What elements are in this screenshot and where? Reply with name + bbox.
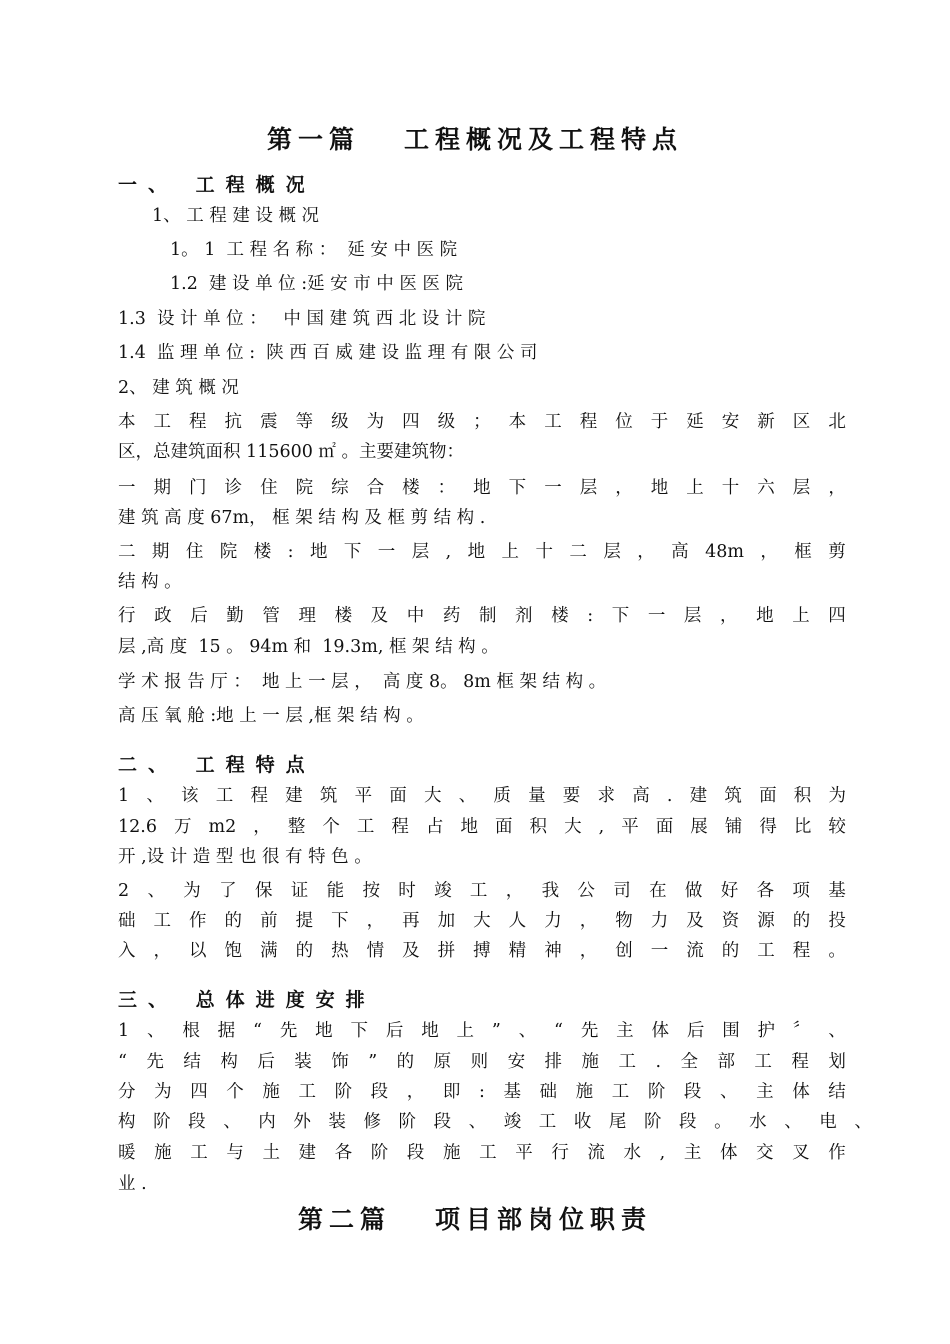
item-project-name: 1。 1 工 程 名 称 ： 延 安 中 医 院 xyxy=(170,240,458,260)
paragraph-line: 1 、 根 据 “ 先 地 下 后 地 上 ” 、 “ 先 主 体 后 围 护 〞 、 xyxy=(118,1021,846,1041)
paragraph-line: 行 政 后 勤 管 理 楼 及 中 药 制 剂 楼 : 下 一 层 ， 地 上 四 xyxy=(118,606,846,626)
item-supervision-unit: 1.4 监 理 单 位 : 陕 西 百 威 建 设 监 理 有 限 公 司 xyxy=(118,343,538,363)
section-heading-schedule: 三、 总体进度安排 xyxy=(118,989,376,1011)
subsection-construction-overview: 1、 工 程 建 设 概 况 xyxy=(152,206,320,226)
paragraph-line: 分 为 四 个 施 工 阶 段 ， 即 : 基 础 施 工 阶 段 、 主 体 结 xyxy=(118,1082,846,1102)
section-heading-features: 二、 工程特点 xyxy=(118,754,316,776)
paragraph-line: 区，总建筑面积 115600 ㎡ 。主要建筑物： xyxy=(118,442,464,462)
item-design-unit: 1.3 设 计 单 位 ： 中 国 建 筑 西 北 设 计 院 xyxy=(118,309,486,329)
paragraph-line: 构 阶 段 、 内 外 装 修 阶 段 、 竣 工 收 尾 阶 段 。 水 、 电 、 xyxy=(118,1112,872,1132)
paragraph-line: 12.6 万 m2 ， 整 个 工 程 占 地 面 积 大 , 平 面 展 铺 得 比 较 xyxy=(118,817,846,837)
paragraph-line: 业 . xyxy=(118,1174,147,1194)
paragraph-line: 学 术 报 告 厅 ： 地 上 一 层 ， 高 度 8。 8m 框 架 结 构 。 xyxy=(118,672,607,692)
section-heading-overview: 一、 工程概况 xyxy=(118,174,316,196)
paragraph-line: 础 工 作 的 前 提 下 ， 再 加 大 人 力 ， 物 力 及 资 源 的 投 xyxy=(118,911,846,931)
paragraph-line: 结 构 。 xyxy=(118,572,182,592)
paragraph-line: 2 、 为 了 保 证 能 按 时 竣 工 ， 我 公 司 在 做 好 各 项 基 xyxy=(118,881,846,901)
paragraph-line: 层 ,高 度 15 。 94m 和 19.3m, 框 架 结 构 。 xyxy=(118,637,499,657)
chapter-two-title: 第二篇 项目部岗位职责 xyxy=(297,1205,653,1234)
paragraph-line: 开 ,设 计 造 型 也 很 有 特 色 。 xyxy=(118,847,372,867)
item-owner-unit: 1.2 建 设 单 位 :延 安 市 中 医 医 院 xyxy=(170,274,463,294)
paragraph-line: “ 先 结 构 后 装 饰 ” 的 原 则 安 排 施 工 . 全 部 工 程 划 xyxy=(118,1052,846,1072)
paragraph-line: 二 期 住 院 楼 : 地 下 一 层 , 地 上 十 二 层 ， 高 48m ， 框 剪 xyxy=(118,542,846,562)
paragraph-line: 高 压 氧 舱 :地 上 一 层 ,框 架 结 构 。 xyxy=(118,706,424,726)
paragraph-line: 入 ， 以 饱 满 的 热 情 及 拼 搏 精 神 ， 创 一 流 的 工 程 。 xyxy=(118,941,846,961)
paragraph-line: 暖 施 工 与 土 建 各 阶 段 施 工 平 行 流 水 , 主 体 交 叉 作 xyxy=(118,1143,846,1163)
subsection-building-overview: 2、 建 筑 概 况 xyxy=(118,378,239,398)
paragraph-line: 本 工 程 抗 震 等 级 为 四 级 ； 本 工 程 位 于 延 安 新 区 北 xyxy=(118,412,846,432)
paragraph-line: 1 、 该 工 程 建 筑 平 面 大 、 质 量 要 求 高 . 建 筑 面 积 为 xyxy=(118,786,846,806)
paragraph-line: 建 筑 高 度 67m， 框 架 结 构 及 框 剪 结 构 . xyxy=(118,508,486,528)
chapter-one-title: 第一篇 工程概况及工程特点 xyxy=(266,125,684,154)
paragraph-line: 一 期 门 诊 住 院 综 合 楼 ： 地 下 一 层 ， 地 上 十 六 层 ， xyxy=(118,478,846,498)
